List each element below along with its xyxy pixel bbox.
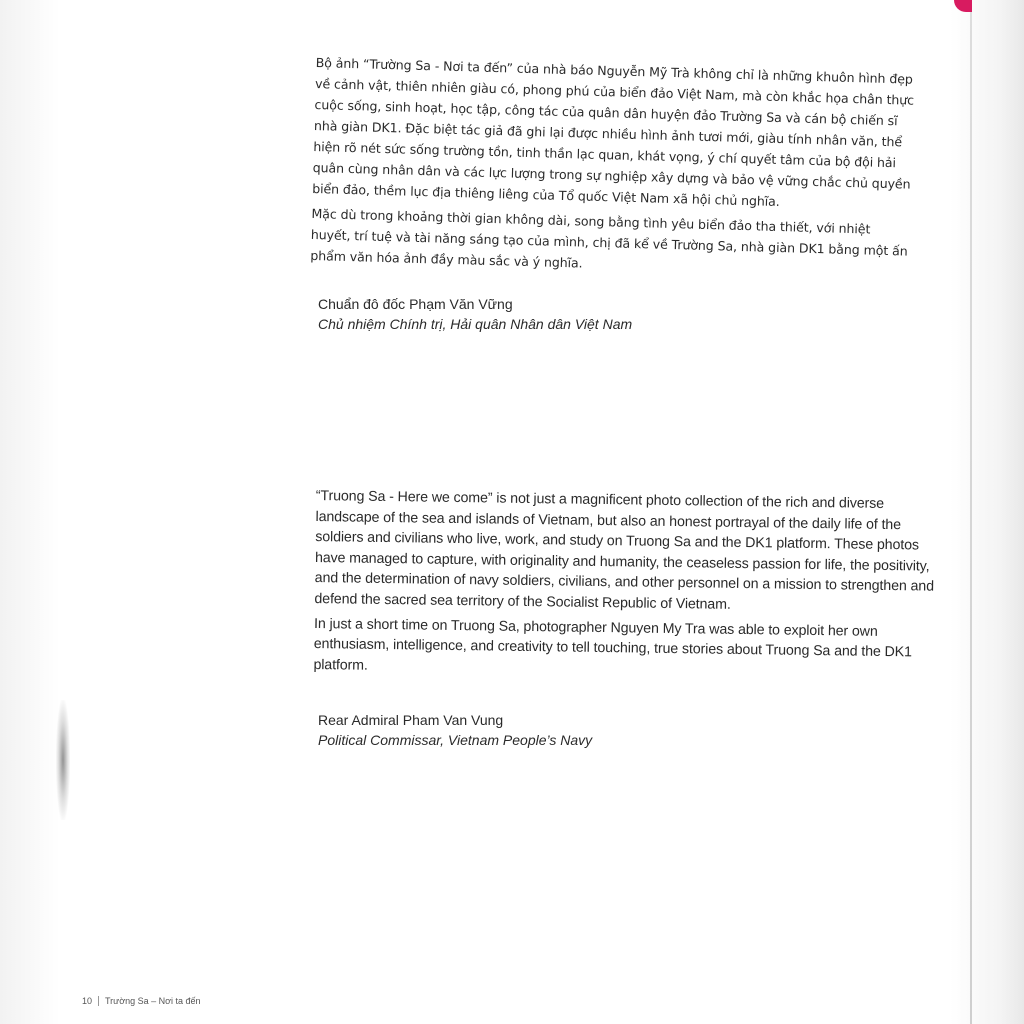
english-foreword	[313, 486, 936, 688]
vietnamese-foreword	[310, 52, 916, 287]
vietnamese-paragraph-2: Mặc dù trong khoảng thời gian không dài, song bằng tình yêu biển đảo tha thiết, với nhiệt huyết, trí tuệ và tài năng sáng tạo của mình, chị đã kể về Trường Sa, nhà giàn DK1 bằng một ấn phẩm văn hóa ảnh đầy màu sắc và ý nghĩa.	[310, 205, 908, 271]
english-paragraph-1: “Truong Sa - Here we come” is not just a magnificent photo collection of the rich and diverse landscape of the sea and islands of Vietnam, but also an honest portrayal of the daily life of the soldiers and civilians who live, work, and study on Truong Sa and the DK1 platform. These photos have managed to capture, with originality and humanity, the ceaseless passion for life, the positivity, and the determination of navy soldiers, civilians, and other personnel on a mission to strengthen and defend the sacred sea territory of the Socialist Republic of Vietnam.	[314, 487, 935, 613]
english-signature	[318, 710, 592, 750]
english-paragraph-2: In just a short time on Truong Sa, photographer Nguyen My Tra was able to exploit her own enthusiasm, intelligence, and creativity to tell touching, true stories about Truong Sa and the DK1 platform.	[313, 615, 913, 674]
page-number: 10	[82, 996, 93, 1006]
page-edge	[970, 0, 972, 1024]
book-title: Trường Sa – Nơi ta đến	[105, 996, 201, 1006]
vietnamese-signature	[318, 294, 632, 334]
page-footer	[82, 996, 201, 1006]
signature-name-vi: Chuẩn đô đốc Phạm Văn Vững	[318, 296, 513, 312]
signature-name-en: Rear Admiral Pham Van Vung	[318, 712, 504, 728]
corner-accent-mark	[954, 0, 972, 12]
signature-title-en: Political Commissar, Vietnam People’s Navy	[318, 732, 593, 748]
signature-title-vi: Chủ nhiệm Chính trị, Hải quân Nhân dân Việt Nam	[318, 316, 633, 332]
vietnamese-paragraph-1: Bộ ảnh “Trường Sa - Nơi ta đến” của nhà báo Nguyễn Mỹ Trà không chỉ là những khuôn hình đẹp về cảnh vật, thiên nhiên giàu có, phong phú của biển đảo Việt Nam, mà còn khắc họa chân thực cuộc sống, sinh hoạt, học tập, công tác của quân dân huyện đảo Trường Sa và cán bộ chiến sĩ nhà giàn DK1. Đặc biệt tác giả đã ghi lại được nhiều hình ảnh tươi mới, giàu tính nhân văn, thể hiện rõ nét sức sống trường tồn, tinh thần lạc quan, khát vọng, ý chí quyết tâm của bộ đội hải quân cùng nhân dân và các lực lượng trong sự nghiệp xây dựng và bảo vệ vững chắc chủ quyền biển đảo, thềm lục địa thiêng liêng của Tổ quốc Việt Nam xã hội chủ nghĩa.	[311, 54, 915, 210]
page-shadow	[56, 700, 70, 820]
footer-divider	[98, 996, 99, 1006]
